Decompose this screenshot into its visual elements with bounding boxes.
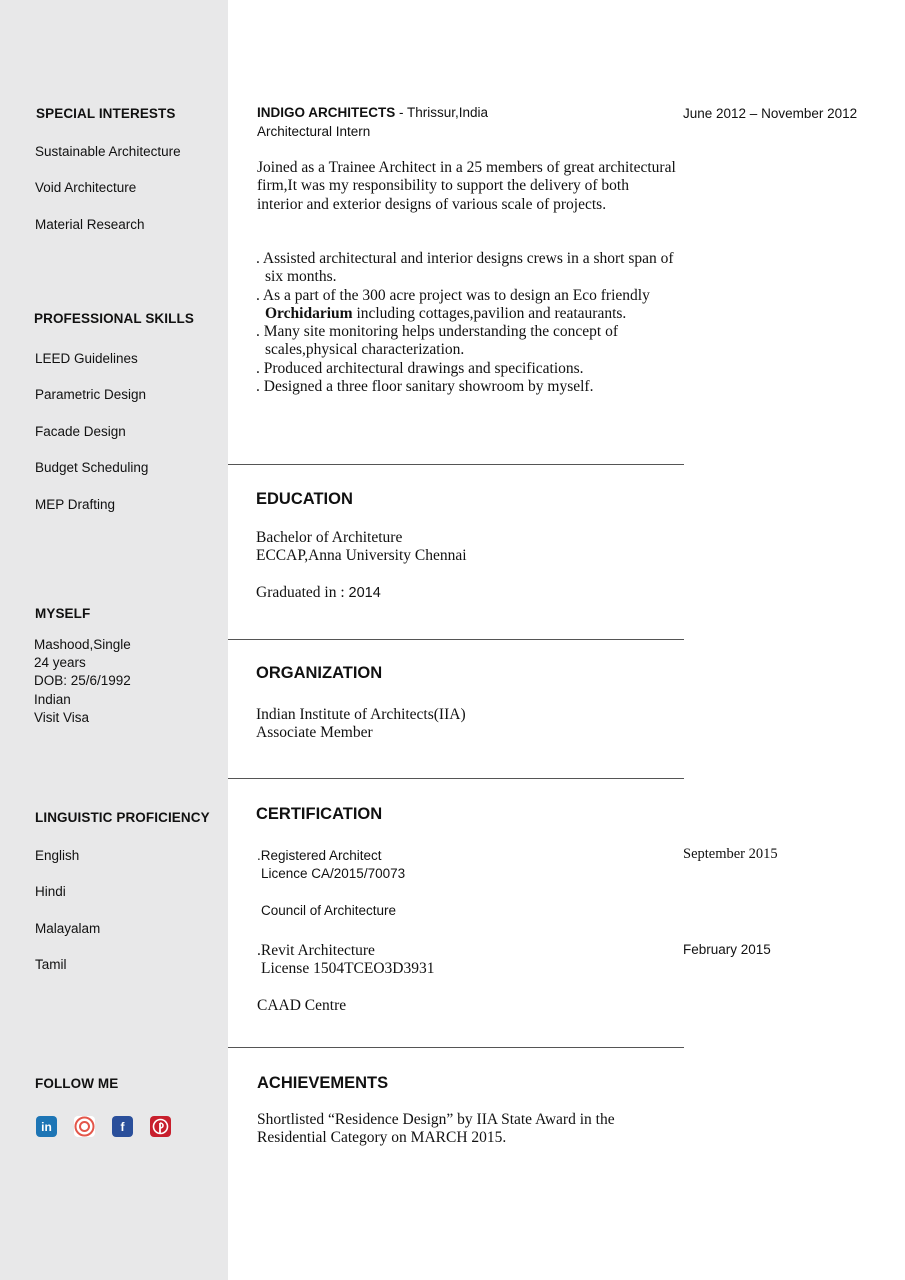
instagram-icon[interactable]	[74, 1116, 95, 1137]
special-interests-heading: SPECIAL INTERESTS	[36, 106, 176, 121]
divider	[228, 639, 684, 640]
divider	[228, 464, 684, 465]
language-item: English	[35, 848, 80, 863]
bullet-text: . As a part of the 300 acre project was to design an Eco friendly	[256, 286, 650, 304]
skill-item: Facade Design	[35, 424, 126, 439]
personal-line: Indian	[34, 691, 71, 707]
divider	[228, 778, 684, 779]
organization-heading: ORGANIZATION	[256, 664, 383, 682]
language-item: Hindi	[35, 884, 66, 899]
education-graduated	[256, 584, 381, 602]
pinterest-glyph	[150, 1116, 171, 1137]
cert-date: February 2015	[683, 942, 771, 957]
cert-issuer: Council of Architecture	[261, 903, 397, 918]
bullet-item: . Produced architectural drawings and specifications.	[256, 359, 584, 377]
cert-title: .Registered Architect	[257, 848, 382, 863]
company-name: INDIGO ARCHITECTS	[257, 105, 396, 120]
linkedin-icon[interactable]	[36, 1116, 57, 1137]
cert-date: September 2015	[683, 846, 778, 862]
facebook-glyph: f	[120, 1119, 125, 1134]
cert-issuer: CAAD Centre	[257, 997, 347, 1014]
skill-item: LEED Guidelines	[35, 351, 138, 366]
graduated-year: 2014	[348, 585, 381, 601]
skill-item: Budget Scheduling	[35, 460, 149, 475]
personal-line: 24 years	[34, 655, 86, 671]
skill-item: MEP Drafting	[35, 497, 116, 512]
social-icons	[36, 1116, 171, 1137]
interest-item: Void Architecture	[35, 180, 137, 195]
professional-skills-heading: PROFESSIONAL SKILLS	[34, 311, 194, 326]
pinterest-icon[interactable]	[150, 1116, 171, 1137]
personal-line: DOB: 25/6/1992	[34, 673, 131, 689]
bullet-item: . Designed a three floor sanitary showroom by myself.	[256, 378, 594, 396]
follow-me-heading: FOLLOW ME	[35, 1076, 119, 1091]
linkedin-glyph: in	[41, 1119, 52, 1134]
cert-licence: Licence CA/2015/70073	[261, 866, 406, 881]
facebook-icon[interactable]	[112, 1116, 133, 1137]
interest-item: Material Research	[35, 217, 145, 232]
certification-heading: CERTIFICATION	[256, 805, 383, 823]
job-summary: Joined as a Trainee Architect in a 25 members of great architectural firm,It was my responsibility to support the delivery of both interior and exterior designs of various scale of projects.	[257, 159, 676, 213]
divider	[228, 1047, 684, 1048]
bullet-item	[256, 287, 686, 324]
job-role: Architectural Intern	[257, 124, 371, 139]
bullet-item: . Many site monitoring helps understanding the concept of scales,physical characterization.	[256, 323, 619, 359]
myself-heading: MYSELF	[35, 606, 91, 621]
education-heading: EDUCATION	[256, 490, 353, 508]
interest-item: Sustainable Architecture	[35, 144, 181, 159]
bullet-text: including cottages,pavilion and reataurants.	[352, 304, 627, 322]
personal-line: Visit Visa	[34, 709, 90, 725]
company-location: - Thrissur,India	[395, 105, 489, 120]
language-item: Malayalam	[35, 921, 101, 936]
education-degree: Bachelor of Architeture	[256, 529, 403, 546]
language-item: Tamil	[35, 957, 67, 972]
linguistic-heading: LINGUISTIC PROFICIENCY	[35, 810, 210, 825]
instagram-glyph	[74, 1116, 95, 1137]
experience-company-line	[257, 105, 488, 120]
cert-title: .Revit Architecture	[257, 942, 375, 959]
personal-line: Mashood,Single	[34, 637, 131, 652]
skill-item: Parametric Design	[35, 387, 147, 402]
achievement-text: Shortlisted “Residence Design” by IIA State Award in the Residential Category on MARCH 2015.	[257, 1111, 615, 1147]
bullet-item: . Assisted architectural and interior designs crews in a short span of six months.	[256, 250, 674, 286]
cert-licence: License 1504TCEO3D3931	[261, 960, 435, 977]
job-dates: June 2012 – November 2012	[683, 106, 858, 121]
graduated-label: Graduated in :	[256, 584, 349, 601]
achievements-heading: ACHIEVEMENTS	[257, 1074, 389, 1092]
personal-details	[34, 636, 131, 727]
organization-role: Associate Member	[256, 724, 373, 741]
job-bullets	[256, 250, 686, 396]
education-school: ECCAP,Anna University Chennai	[256, 547, 467, 564]
organization-name: Indian Institute of Architects(IIA)	[256, 706, 466, 723]
bullet-highlight: Orchidarium	[265, 304, 353, 322]
